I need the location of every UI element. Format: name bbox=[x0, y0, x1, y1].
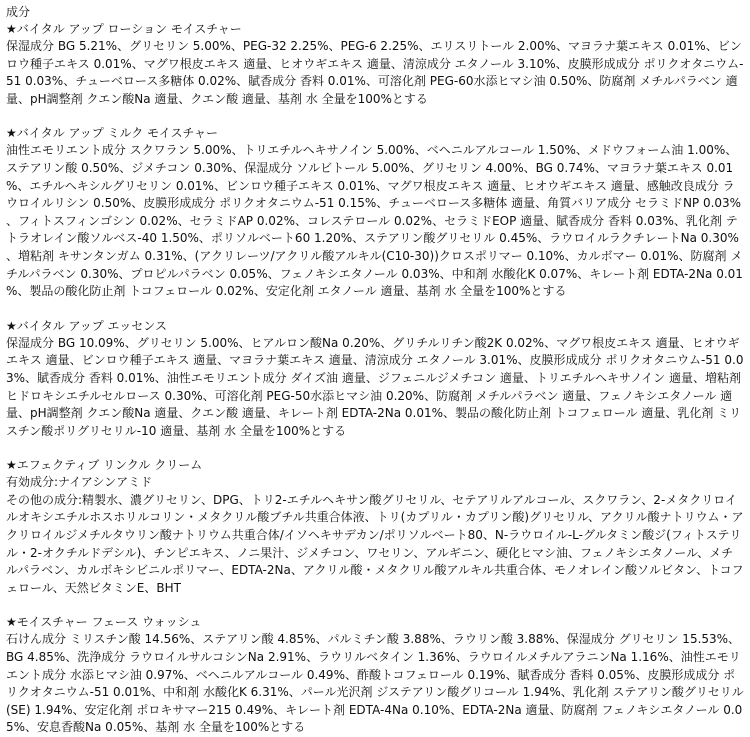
section-heading: ★バイタル アップ ミルク モイスチャー bbox=[6, 126, 219, 141]
section-lotion bbox=[6, 21, 744, 108]
section-heading: ★バイタル アップ ローション モイスチャー bbox=[6, 22, 242, 36]
section-spacer bbox=[6, 597, 744, 614]
section-milk bbox=[6, 125, 744, 300]
ingredient-list: その他の成分:精製水、濃グリセリン、DPG、トリ2-エチルヘキサン酸グリセリル、セテアリルアルコール、スクワラン、2-メタクリロイルオキシエチルホスホリルコリン・メタクリル酸ブチル共重合体液、トリ(カプリル・カプリン酸)グリセリル、アクリル酸ナトリウム・アクリロイルジメチルタウリン酸ナトリウム共重合体/イソヘキサデカン/ポリソルベート80、N-ラウロイル-L-グルタミン酸ジ(フィトステリル・2-オクチルドデシル)、チンピエキス、ノニ果汁、ジメチコン、ワセリン、アルギニン、硬化ヒマシ油、フェノキシエタノール、メチルパラベン、カルボキシビニルポリマー、EDTA-2Na、アクリル酸・メタクリル酸アルキル共重合体、モノオレイン酸ソルビタン、トコフェロール、天然ビタミンE、BHT bbox=[6, 492, 744, 595]
section-heading: ★エフェクティブ リンクル クリーム bbox=[6, 458, 203, 473]
section-essence bbox=[6, 318, 744, 441]
ingredient-list: 保湿成分 BG 10.09%、グリセリン 5.00%、ヒアルロン酸Na 0.20%、グリチルリチン酸2K 0.02%、マグワ根皮エキス 適量、ヒオウギエキス 適量、ビンロウ種子エキス 適量、マヨラナ葉エキス 適量、清涼成分 エタノール 3.01%、皮膜形成成分 ポリクオタニウム-51 0.03%、賦香成分 香料 0.01%、油性エモリエント成分 ダイズ油 適量、ジフェニルジメチコン 適量、トリエチルヘキサノイン 適量、増粘剤 ヒドロキシエチルセルロース 0.30%、可溶化剤 PEG-50水添ヒマシ油 0.20%、防腐剤 メチルパラベン 適量、フェノキシエタノール 適量、pH調整剤 クエン酸Na 適量、クエン酸 適量、キレート剤 EDTA-2Na 0.01%、製品の酸化防止剤 トコフェロール 適量、乳化剤 ミリスチン酸ポリグリセリル-10 適量、基剤 水 全量を100%とする bbox=[6, 335, 744, 438]
section-spacer bbox=[6, 440, 744, 457]
page-title: 成分 bbox=[6, 5, 31, 19]
section-face-wash bbox=[6, 614, 744, 737]
section-spacer bbox=[6, 108, 744, 125]
section-wrinkle-cream bbox=[6, 457, 744, 597]
ingredient-list: 油性エモリエント成分 スクワラン 5.00%、トリエチルヘキサノイン 5.00%、ベヘニルアルコール 1.50%、メドウフォーム油 1.00%、ステアリン酸 0.50%、ジメチコン 0.30%、保湿成分 ソルビトール 5.00%、グリセリン 4.00%、BG 0.74%、マヨラナ葉エキス 0.01%、エチルヘキシルグリセリン 0.01%、ビンロウ種子エキス 0.01%、マグワ根皮エキス 適量、ヒオウギエキス 適量、感触改良成分 ラウロイルリシン 0.50%、皮膜形成成分 ポリクオタニウム-51 0.15%、チューベロース多糖体 適量、角質バリア成分 セラミドNP 0.03%、フィトスフィンゴシン 0.02%、セラミドAP 0.02%、コレステロール 0.02%、セラミドEOP 適量、賦香成分 香料 0.03%、乳化剤 テトラオレイン酸ソルベス-40 1.50%、ポリソルベート60 1.20%、ステアリン酸グリセリル 0.45%、ラウロイルラクチレートNa 0.30%、増粘剤 キサンタンガム 0.31%、(アクリレーツ/アクリル酸アルキル(C10-30))クロスポリマー 0.10%、カルボマー 0.01%、防腐剤 メチルパラベン 0.30%、プロピルパラベン 0.05%、フェノキシエタノール 0.03%、中和剤 水酸化K 0.07%、キレート剤 EDTA-2Na 0.01%、製品の酸化防止剤 トコフェロール 0.02%、安定化剤 エタノール 適量、基剤 水 全量を100%とする bbox=[6, 143, 743, 299]
active-ingredient: 有効成分:ナイアシンアミド bbox=[6, 475, 153, 490]
section-heading: ★モイスチャー フェース ウォッシュ bbox=[6, 615, 202, 630]
section-heading: ★バイタル アップ エッセンス bbox=[6, 318, 167, 333]
ingredient-list: 石けん成分 ミリスチン酸 14.56%、ステアリン酸 4.85%、パルミチン酸 3.88%、ラウリン酸 3.88%、保湿成分 グリセリン 15.53%、BG 4.85%、洗浄成分 ラウロイルサルコシンNa 2.91%、ラウリルベタイン 1.36%、ラウロイルメチルアラニンNa 1.16%、油性エモリエント成分 水添ヒマシ油 0.97%、ベヘニルアルコール 0.49%、酢酸トコフェロール 0.19%、賦香成分 香料 0.05%、皮膜形成成分 ポリクオタニウム-51 0.01%、中和剤 水酸化K 6.31%、パール光沢剤 ジステアリン酸グリコール 1.94%、乳化剤 ステアリン酸グリセリル(SE) 1.94%、安定化剤 ポロキサマー215 0.49%、キレート剤 EDTA-4Na 0.10%、EDTA-2Na 適量、防腐剤 フェノキシエタノール 0.05%、安息香酸Na 0.05%、基剤 水 全量を100%とする bbox=[6, 632, 744, 735]
section-spacer bbox=[6, 301, 744, 318]
ingredient-list: 保湿成分 BG 5.21%、グリセリン 5.00%、PEG-32 2.25%、PEG-6 2.25%、エリスリトール 2.00%、マヨラナ葉エキス 0.01%、ビンロウ種子エキス 0.01%、マグワ根皮エキス 適量、ヒオウギエキス 適量、清涼成分 エタノール 3.10%、皮膜形成成分 ポリクオタニウム-51 0.03%、チューベロース多糖体 0.02%、賦香成分 香料 0.01%、可溶化剤 PEG-60水添ヒマシ油 0.50%、防腐剤 メチルパラベン 適量、pH調整剤 クエン酸Na 適量、クエン酸 適量、基剤 水 全量を100%とする bbox=[6, 39, 744, 106]
